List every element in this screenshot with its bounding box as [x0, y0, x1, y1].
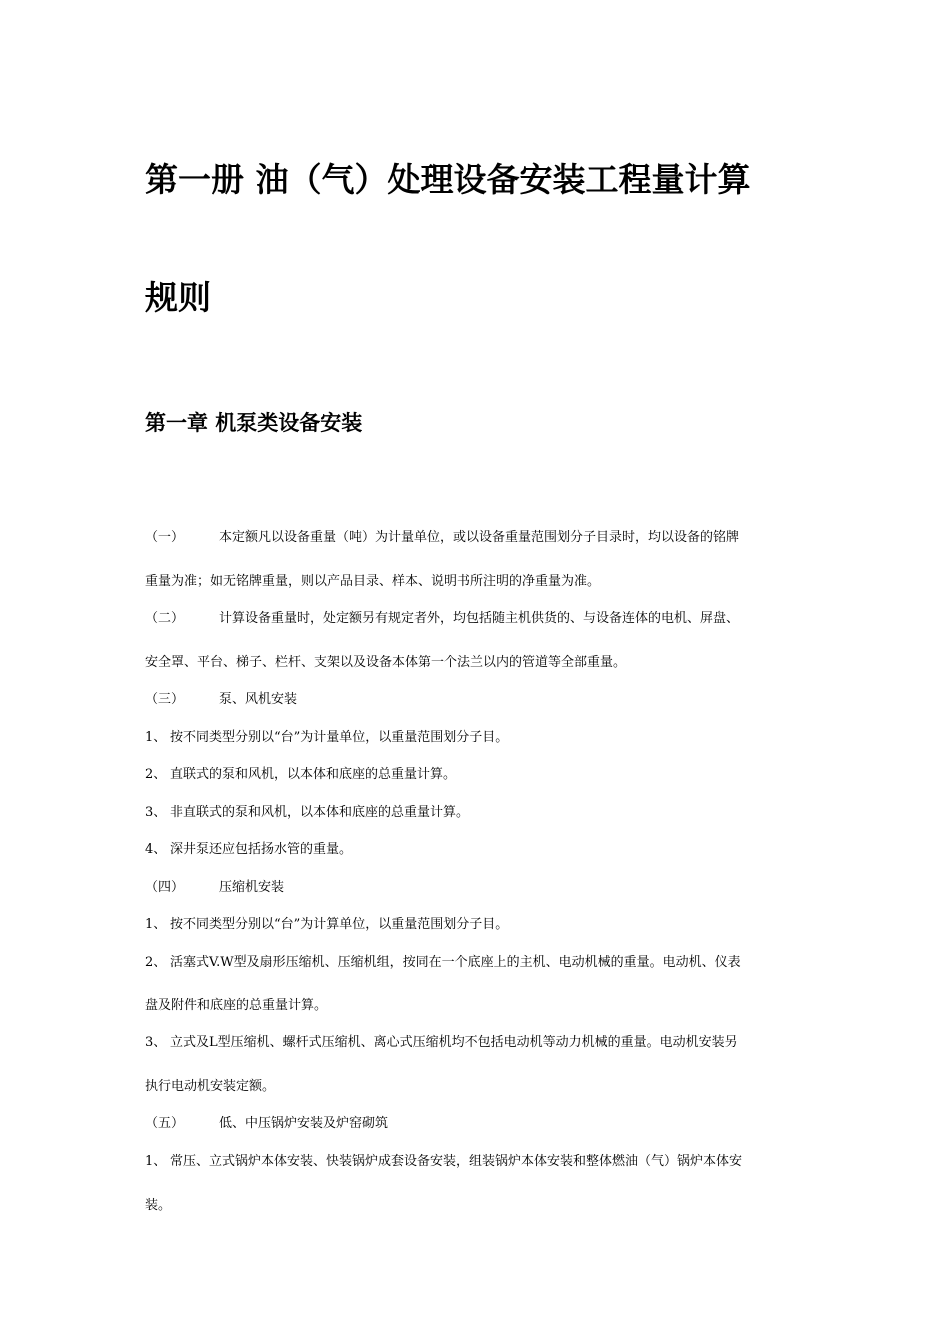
pump-item-4: [145, 840, 352, 860]
section-3: [145, 690, 297, 710]
item-text: 非直联式的泵和风机，以本体和底座的总重量计算。: [170, 805, 470, 820]
item-text: 活塞式V.W型及扇形压缩机、压缩机组，按同在一个底座上的主机、电动机械的重量。电动机、仪表: [170, 955, 741, 970]
section-number: （二）: [145, 611, 185, 626]
item-text: 按不同类型分别以“台”为计量单位，以重量范围划分子目。: [170, 730, 509, 745]
section-text: 压缩机安装: [219, 880, 285, 895]
section-1: [145, 528, 739, 548]
item-number: 3、: [145, 1035, 167, 1050]
boiler-item-1: [145, 1152, 742, 1172]
item-text: 立式及L型压缩机、螺杆式压缩机、离心式压缩机均不包括电动机等动力机械的重量。电动机安装另: [170, 1035, 738, 1050]
item-text: 常压、立式锅炉本体安装、快装锅炉成套设备安装，组装锅炉本体安装和整体燃油（气）锅炉本体安: [170, 1154, 743, 1169]
boiler-item-1-continuation: 装。: [145, 1198, 172, 1213]
pump-item-2: [145, 765, 456, 785]
pump-item-1: [145, 728, 508, 748]
section-number: （三）: [145, 692, 185, 707]
section-1-continuation: 重量为准；如无铭牌重量，则以产品目录、样本、说明书所注明的净重量为准。: [145, 574, 601, 589]
section-text: 计算设备重量时，处定额另有规定者外，均包括随主机供货的、与设备连体的电机、屏盘、: [219, 611, 740, 626]
section-number: （一）: [145, 530, 185, 545]
compressor-item-3-continuation: 执行电动机安装定额。: [145, 1079, 276, 1094]
section-4: [145, 878, 284, 898]
compressor-item-1: [145, 915, 508, 935]
item-text: 深井泵还应包括扬水管的重量。: [170, 842, 353, 857]
compressor-item-3: [145, 1033, 738, 1053]
item-text: 按不同类型分别以“台”为计算单位，以重量范围划分子目。: [170, 917, 509, 932]
section-number: （五）: [145, 1116, 185, 1131]
item-text: 直联式的泵和风机，以本体和底座的总重量计算。: [170, 767, 457, 782]
item-number: 1、: [145, 917, 167, 932]
section-number: （四）: [145, 880, 185, 895]
section-text: 泵、风机安装: [219, 692, 298, 707]
item-number: 3、: [145, 805, 167, 820]
item-number: 1、: [145, 1154, 167, 1169]
section-2-continuation: 安全罩、平台、梯子、栏杆、支架以及设备本体第一个法兰以内的管道等全部重量。: [145, 655, 627, 670]
item-number: 2、: [145, 767, 167, 782]
item-number: 1、: [145, 730, 167, 745]
compressor-item-2: [145, 953, 741, 973]
document-title-line1: 第一册 油（气）处理设备安装工程量计算: [145, 160, 751, 199]
section-text: 本定额凡以设备重量（吨）为计量单位，或以设备重量范围划分子目录时，均以设备的铭牌: [219, 530, 740, 545]
section-text: 低、中压锅炉安装及炉窑砌筑: [219, 1116, 389, 1131]
item-number: 2、: [145, 955, 167, 970]
compressor-item-2-continuation: 盘及附件和底座的总重量计算。: [145, 998, 328, 1013]
item-number: 4、: [145, 842, 167, 857]
chapter-heading: 第一章 机泵类设备安装: [145, 411, 363, 435]
section-5: [145, 1114, 388, 1134]
section-2: [145, 609, 739, 629]
document-title-line2: 规则: [145, 278, 211, 317]
pump-item-3: [145, 803, 469, 823]
